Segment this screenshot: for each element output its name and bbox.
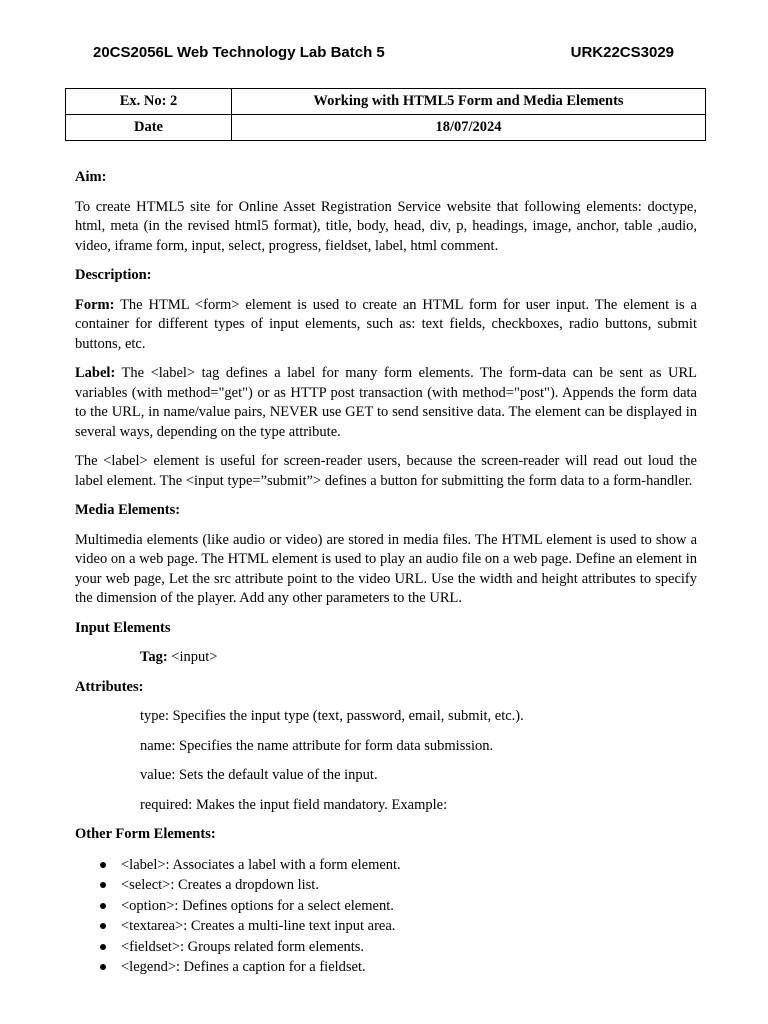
exercise-info-table xyxy=(65,88,706,141)
media-text: Multimedia elements (like audio or video) are stored in media files. The HTML element is used to show a video on a web page. The HTML element is used to play an audio file on a web page. Define an element in your web page, Let the src attribute point to the video URL. Use the width and height attributes to specify the dimension of the player. Add any other parameters to the URL. xyxy=(75,531,697,606)
aim-text: To create HTML5 site for Online Asset Registration Service website that following elements: doctype, html, meta (in the revised html5 format), title, body, head, div, p, headings, image, anchor, table ,audio, video, iframe form, input, select, progress, fieldset, label, html comment. xyxy=(75,198,697,254)
attributes-heading: Attributes: xyxy=(75,678,144,695)
form-term: Form: xyxy=(75,296,115,313)
ex-number-cell: Ex. No: 2 xyxy=(66,89,232,115)
label-definition: The <label> tag defines a label for many form elements. The form-data can be sent as URL variables (with method="get") or as HTTP post transaction (with method="post"). Appends the form data to the URL, in name/value pairs, NEVER use GET to send sensitive data. The element can be displayed in several ways, depending on the type attribute. xyxy=(75,365,697,440)
ex-title-cell: Working with HTML5 Form and Media Elements xyxy=(232,89,706,115)
media-heading: Media Elements: xyxy=(75,502,181,518)
table-row xyxy=(66,89,706,115)
register-number: URK22CS3029 xyxy=(570,44,674,61)
form-definition: The HTML <form> element is used to create an HTML form for user input. The element is a container for different types of input elements, such as: text fields, checkboxes, radio buttons, submit buttons, etc. xyxy=(75,296,697,352)
list-item: <label>: Associates a label with a form element. xyxy=(121,855,697,876)
other-form-elements-list xyxy=(75,855,697,978)
list-item: <option>: Defines options for a select element. xyxy=(121,896,697,917)
tag-line xyxy=(140,648,697,668)
attribute-item: required: Makes the input field mandatory. Example: xyxy=(140,796,448,813)
document-body xyxy=(75,168,697,978)
form-paragraph xyxy=(75,296,697,355)
tag-value: <input> xyxy=(167,649,218,665)
label-paragraph-2: The <label> element is useful for screen-reader users, because the screen-reader will read out loud the label element. The <input type=”submit”> defines a button for submitting the form data to a form-handler. xyxy=(75,453,697,489)
attribute-item: name: Specifies the name attribute for form data submission. xyxy=(140,737,494,754)
list-item: <legend>: Defines a caption for a fieldset. xyxy=(121,957,697,978)
list-item: <textarea>: Creates a multi-line text input area. xyxy=(121,916,697,937)
other-form-elements-heading: Other Form Elements: xyxy=(75,826,216,842)
aim-heading: Aim: xyxy=(75,169,107,185)
tag-term: Tag: xyxy=(140,649,168,665)
label-paragraph xyxy=(75,364,697,442)
course-title: 20CS2056L Web Technology Lab Batch 5 xyxy=(93,44,385,61)
attribute-item: type: Specifies the input type (text, password, email, submit, etc.). xyxy=(140,708,524,724)
attribute-item: value: Sets the default value of the input. xyxy=(140,767,378,783)
label-term: Label: xyxy=(75,365,116,381)
list-item: <fieldset>: Groups related form elements. xyxy=(121,937,697,958)
list-item: <select>: Creates a dropdown list. xyxy=(121,875,697,896)
description-heading: Description: xyxy=(75,267,152,283)
input-elements-heading: Input Elements xyxy=(75,619,171,636)
table-row xyxy=(66,115,706,141)
page-header xyxy=(93,44,674,61)
date-value-cell: 18/07/2024 xyxy=(232,115,706,141)
date-label-cell: Date xyxy=(66,115,232,141)
